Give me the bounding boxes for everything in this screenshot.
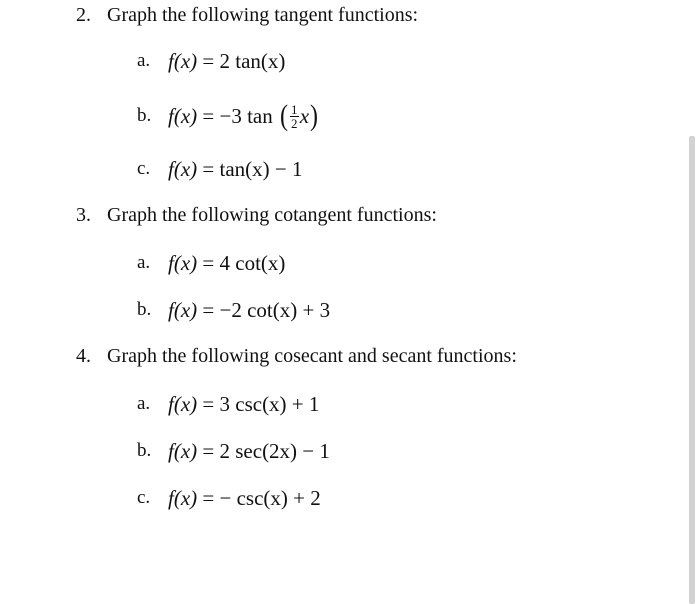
equation [168, 101, 319, 131]
equation [168, 250, 285, 276]
equation-lhs: f(x) [168, 104, 198, 128]
equation [168, 391, 319, 417]
problem-2b [137, 101, 319, 131]
equation-lhs: f(x) [168, 49, 198, 73]
problem-4b [137, 438, 330, 464]
problem-2a [137, 48, 285, 74]
item-letter: c. [137, 487, 151, 508]
fraction-variable: x [299, 104, 310, 128]
equation-rhs: = tan(x) − 1 [202, 157, 303, 181]
equation-rhs: = 4 cot(x) [202, 251, 286, 275]
equation-rhs: = 2 tan(x) [202, 49, 286, 73]
equation [168, 156, 302, 182]
equation-lhs: f(x) [168, 251, 198, 275]
item-letter: a. [137, 50, 151, 71]
equation-lhs: f(x) [168, 486, 198, 510]
item-letter: b. [137, 440, 152, 461]
equation-lhs: f(x) [168, 157, 198, 181]
problem-3b [137, 297, 330, 323]
equation-rhs: = −2 cot(x) + 3 [202, 298, 331, 322]
item-letter: b. [137, 105, 152, 126]
equation-lhs: f(x) [168, 392, 198, 416]
equation-rhs: = −3 tan [202, 104, 273, 128]
problem-2-heading [76, 3, 418, 27]
problem-4c [137, 485, 321, 511]
equation-lhs: f(x) [168, 298, 198, 322]
equation [168, 438, 330, 464]
equation [168, 297, 330, 323]
equation-rhs: = 3 csc(x) + 1 [202, 392, 320, 416]
fraction-denominator: 2 [291, 115, 298, 131]
item-letter: a. [137, 252, 151, 273]
problem-number: 3. [76, 204, 91, 226]
problem-heading-text: Graph the following tangent functions: [107, 4, 419, 26]
fraction-argument: ( $\frac{1}{2}$ x ) [279, 99, 319, 132]
item-letter: b. [137, 299, 152, 320]
equation-rhs: = − csc(x) + 2 [202, 486, 321, 510]
equation-lhs: f(x) [168, 439, 198, 463]
equation-rhs: = 2 sec(2x) − 1 [202, 439, 330, 463]
problem-3a [137, 250, 285, 276]
problem-2c [137, 156, 302, 182]
fraction-numerator: 1 [291, 101, 298, 117]
vertical-scrollbar[interactable] [689, 136, 695, 604]
equation [168, 485, 321, 511]
problem-number: 2. [76, 4, 91, 26]
item-letter: a. [137, 393, 151, 414]
problem-heading-text: Graph the following cosecant and secant functions: [107, 345, 517, 367]
problem-heading-text: Graph the following cotangent functions: [107, 204, 437, 226]
problem-number: 4. [76, 345, 91, 367]
fraction [290, 103, 299, 130]
equation [168, 48, 285, 74]
problem-3-heading [76, 203, 437, 227]
problem-4a [137, 391, 319, 417]
item-letter: c. [137, 158, 151, 179]
problem-4-heading [76, 344, 517, 368]
